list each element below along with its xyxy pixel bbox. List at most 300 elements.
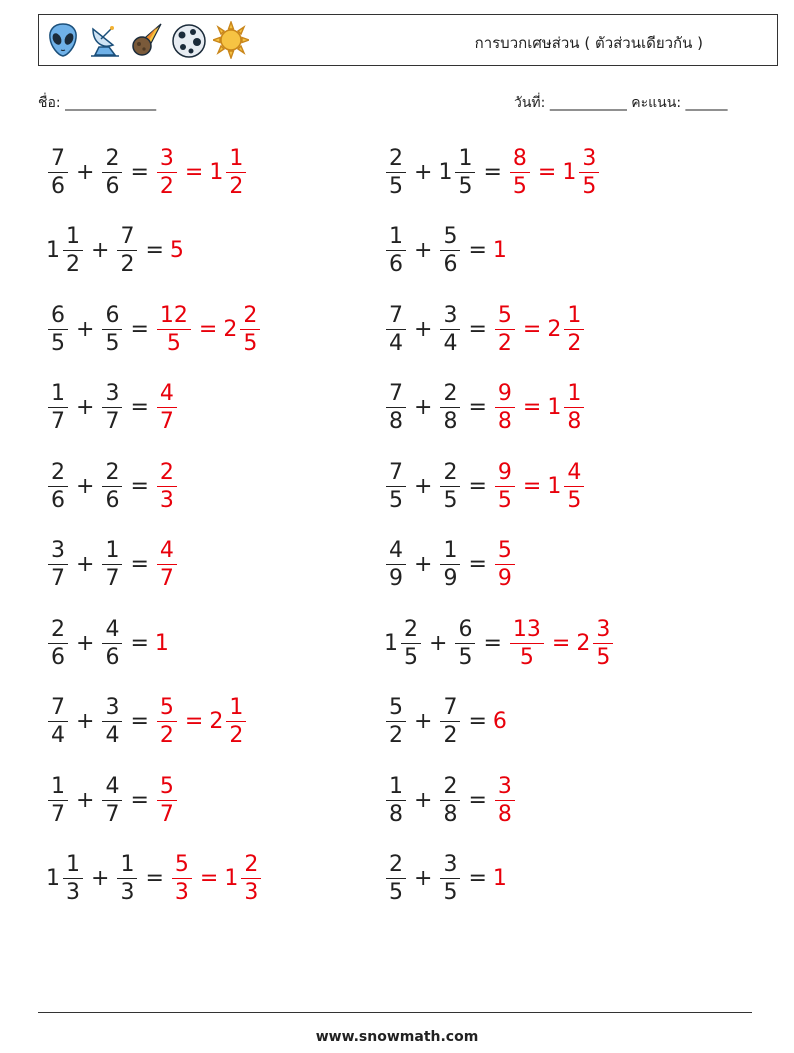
moon-icon	[171, 21, 207, 59]
equals-sign: =	[130, 787, 149, 813]
numerator: 3	[105, 381, 120, 406]
whole-number: 1	[562, 159, 577, 185]
fraction	[495, 380, 515, 435]
answer	[155, 631, 170, 656]
fraction	[593, 616, 613, 671]
fraction	[226, 145, 246, 200]
whole-number: 2	[209, 709, 224, 734]
numerator: 4	[389, 538, 403, 563]
denominator: 2	[229, 723, 244, 748]
fraction	[440, 694, 460, 749]
denominator: 3	[120, 880, 135, 905]
problem-item	[46, 611, 170, 675]
denominator: 5	[389, 487, 403, 513]
denominator: 2	[159, 173, 174, 199]
denominator: 5	[497, 487, 512, 513]
equals-sign: =	[483, 630, 502, 656]
denominator: 3	[159, 487, 174, 513]
numerator: 2	[389, 852, 403, 877]
denominator: 5	[51, 330, 65, 356]
plus-sign: +	[414, 787, 433, 813]
problem-item	[46, 533, 179, 597]
fraction	[48, 616, 68, 671]
fraction	[510, 616, 544, 671]
denominator: 6	[51, 644, 65, 670]
numerator: 2	[105, 145, 120, 171]
numerator: 5	[389, 695, 403, 720]
fraction	[102, 145, 122, 200]
fraction	[579, 145, 599, 200]
numerator: 7	[443, 695, 458, 720]
answer	[155, 380, 179, 435]
whole-number: 1	[547, 473, 562, 499]
numerator: 1	[389, 224, 403, 249]
fraction	[48, 773, 68, 828]
plus-sign: +	[76, 159, 95, 185]
problem-item	[384, 533, 517, 597]
denominator: 7	[105, 801, 120, 827]
equals-sign: =	[468, 552, 487, 577]
fraction	[386, 380, 406, 435]
numerator: 3	[582, 145, 597, 171]
answer-equals-sign: =	[522, 395, 542, 420]
fraction	[440, 459, 460, 514]
denominator: 6	[51, 487, 65, 513]
fraction	[102, 459, 122, 514]
answer	[493, 302, 586, 357]
sun-icon	[213, 21, 249, 59]
fraction	[48, 459, 68, 514]
answer-equals-sign: =	[551, 630, 571, 656]
plus-sign: +	[414, 238, 433, 263]
numerator: 4	[159, 538, 174, 563]
whole-number: 1	[209, 159, 224, 185]
fraction	[48, 302, 68, 357]
plus-sign: +	[414, 395, 433, 420]
numerator: 5	[443, 224, 458, 249]
fraction	[102, 773, 122, 828]
footer-url: www.snowmath.com	[315, 1029, 479, 1045]
fraction	[63, 223, 83, 278]
denominator: 9	[497, 566, 512, 591]
equals-sign: =	[130, 473, 149, 499]
fraction	[386, 145, 406, 200]
answer	[493, 866, 508, 891]
answer	[493, 380, 586, 435]
plus-sign: +	[76, 395, 95, 420]
equals-sign: =	[130, 552, 149, 577]
answer	[508, 616, 615, 671]
fraction	[102, 537, 122, 592]
fraction	[401, 616, 421, 671]
fraction	[495, 459, 515, 514]
denominator: 2	[567, 330, 582, 356]
equals-sign: =	[468, 238, 487, 263]
numerator: 3	[596, 616, 611, 642]
denominator: 4	[51, 723, 65, 748]
fraction	[440, 223, 460, 278]
equals-sign: =	[468, 473, 487, 499]
problem-item	[384, 376, 586, 440]
fraction	[226, 694, 246, 749]
fraction	[240, 302, 260, 357]
problem-item	[384, 690, 508, 754]
numerator: 13	[512, 616, 541, 642]
problem-item	[384, 768, 517, 832]
equals-sign: =	[468, 866, 487, 891]
fraction	[495, 773, 515, 828]
denominator: 5	[443, 487, 458, 513]
plus-sign: +	[414, 552, 433, 577]
fraction	[241, 851, 261, 906]
fraction	[386, 302, 406, 357]
fraction	[157, 302, 191, 357]
denominator: 8	[389, 801, 403, 827]
denominator: 7	[105, 409, 120, 434]
denominator: 5	[512, 173, 527, 199]
fraction	[102, 694, 122, 749]
equals-sign: =	[130, 316, 149, 342]
denominator: 5	[243, 330, 258, 356]
numerator: 3	[497, 773, 512, 799]
fraction	[564, 380, 584, 435]
answer	[493, 238, 508, 263]
numerator: 1	[229, 695, 244, 720]
problem-item	[384, 140, 601, 204]
fraction	[440, 302, 460, 357]
plus-sign: +	[429, 630, 448, 656]
denominator: 2	[120, 252, 135, 277]
denominator: 3	[174, 880, 189, 905]
denominator: 7	[51, 409, 65, 434]
page-title: การบวกเศษส่วน ( ตัวส่วนเดียวกัน )	[474, 34, 703, 52]
fraction	[386, 851, 406, 906]
fraction	[48, 694, 68, 749]
denominator: 6	[105, 644, 120, 670]
numerator: 7	[51, 145, 65, 171]
denominator: 8	[567, 409, 582, 434]
denominator: 6	[389, 252, 403, 277]
fraction	[386, 537, 406, 592]
denominator: 6	[51, 173, 65, 199]
fraction	[157, 459, 177, 514]
answer-equals-sign: =	[537, 159, 557, 185]
answer	[155, 302, 262, 357]
denominator: 2	[497, 330, 512, 356]
fraction	[564, 459, 584, 514]
whole-number: 1	[384, 630, 398, 656]
plus-sign: +	[76, 473, 95, 499]
numerator: 2	[159, 459, 174, 485]
numerator: 1	[66, 852, 80, 877]
whole-number: 2	[547, 316, 562, 342]
denominator: 5	[166, 330, 181, 356]
numerator: 1	[443, 538, 458, 563]
answer	[155, 459, 179, 514]
problem-item	[384, 847, 508, 911]
problem-item	[384, 454, 586, 518]
numerator: 1	[229, 145, 244, 171]
problem-item	[46, 297, 262, 361]
denominator: 6	[443, 252, 458, 277]
denominator: 7	[159, 566, 174, 591]
answer-equals-sign: =	[199, 866, 219, 891]
fraction	[386, 459, 406, 514]
plus-sign: +	[76, 709, 95, 734]
denominator: 8	[497, 409, 512, 434]
numerator: 3	[159, 145, 174, 171]
numerator: 2	[443, 381, 458, 406]
whole-number: 6	[492, 709, 507, 734]
denominator: 5	[582, 173, 597, 199]
denominator: 8	[443, 801, 458, 827]
equals-sign: =	[468, 395, 487, 420]
denominator: 5	[458, 173, 473, 199]
denominator: 8	[443, 409, 458, 434]
numerator: 3	[443, 852, 458, 877]
denominator: 5	[596, 644, 611, 670]
numerator: 5	[159, 773, 174, 799]
plus-sign: +	[91, 238, 110, 263]
problem-item	[46, 454, 179, 518]
numerator: 1	[458, 145, 473, 171]
problem-item	[384, 297, 586, 361]
fraction	[510, 145, 530, 200]
numerator: 3	[51, 538, 65, 563]
numerator: 1	[105, 538, 120, 563]
numerator: 12	[159, 302, 188, 328]
fraction	[157, 694, 177, 749]
name-field: ชื่อ: _____________	[38, 95, 157, 111]
denominator: 5	[458, 644, 473, 670]
denominator: 6	[105, 173, 120, 199]
answer	[170, 851, 263, 906]
denominator: 8	[497, 801, 512, 827]
whole-number: 1	[154, 630, 169, 656]
fraction	[440, 851, 460, 906]
numerator: 1	[567, 381, 582, 406]
denominator: 7	[51, 566, 65, 591]
fraction	[495, 302, 515, 357]
equals-sign: =	[130, 630, 149, 656]
whole-number: 1	[438, 159, 453, 185]
denominator: 4	[105, 723, 120, 748]
equals-sign: =	[130, 395, 149, 420]
fraction	[386, 694, 406, 749]
denominator: 5	[105, 330, 120, 356]
problem-item	[46, 376, 179, 440]
numerator: 7	[120, 224, 135, 249]
numerator: 7	[389, 302, 403, 328]
fraction	[440, 380, 460, 435]
answer	[493, 709, 508, 734]
numerator: 4	[159, 381, 174, 406]
numerator: 2	[244, 852, 259, 877]
fraction	[102, 380, 122, 435]
answer	[155, 537, 179, 592]
denominator: 2	[229, 173, 244, 199]
numerator: 7	[389, 459, 403, 485]
header-icons	[45, 21, 249, 61]
whole-number: 1	[46, 866, 60, 891]
denominator: 5	[519, 644, 534, 670]
answer-equals-sign: =	[522, 316, 542, 342]
numerator: 4	[567, 459, 582, 485]
comet-icon	[129, 21, 165, 59]
numerator: 3	[105, 695, 120, 720]
numerator: 9	[497, 381, 512, 406]
answer	[508, 145, 601, 200]
numerator: 5	[497, 302, 512, 328]
fraction	[157, 773, 177, 828]
denominator: 2	[159, 723, 174, 748]
denominator: 2	[389, 723, 403, 748]
numerator: 2	[404, 616, 418, 642]
denominator: 7	[105, 566, 120, 591]
numerator: 2	[51, 616, 65, 642]
numerator: 5	[497, 538, 512, 563]
numerator: 1	[51, 381, 65, 406]
denominator: 2	[443, 723, 458, 748]
whole-number: 1	[46, 238, 60, 263]
numerator: 2	[443, 773, 458, 799]
numerator: 6	[51, 302, 65, 328]
numerator: 6	[105, 302, 120, 328]
fraction	[564, 302, 584, 357]
answer	[493, 773, 517, 828]
numerator: 1	[120, 852, 135, 877]
numerator: 2	[389, 145, 403, 171]
problem-item	[46, 140, 248, 204]
problem-item	[46, 768, 179, 832]
numerator: 4	[105, 616, 120, 642]
whole-number: 5	[169, 238, 184, 263]
fraction	[157, 145, 177, 200]
plus-sign: +	[414, 709, 433, 734]
fraction	[117, 851, 137, 906]
numerator: 8	[512, 145, 527, 171]
denominator: 4	[443, 330, 458, 356]
problem-item	[384, 219, 508, 283]
equals-sign: =	[483, 159, 502, 185]
answer-equals-sign: =	[184, 709, 204, 734]
numerator: 2	[443, 459, 458, 485]
whole-number: 1	[492, 866, 507, 891]
numerator: 2	[105, 459, 120, 485]
fraction	[495, 537, 515, 592]
numerator: 2	[51, 459, 65, 485]
answer	[493, 459, 586, 514]
denominator: 9	[443, 566, 458, 591]
numerator: 2	[243, 302, 258, 328]
numerator: 6	[458, 616, 473, 642]
fraction	[172, 851, 192, 906]
answer	[155, 773, 179, 828]
denominator: 7	[159, 801, 174, 827]
plus-sign: +	[414, 866, 433, 891]
footer-divider	[38, 1012, 752, 1013]
denominator: 8	[389, 409, 403, 434]
denominator: 5	[404, 644, 418, 670]
fraction	[440, 537, 460, 592]
equals-sign: =	[145, 866, 164, 891]
numerator: 4	[105, 773, 120, 799]
equals-sign: =	[468, 316, 487, 342]
numerator: 1	[389, 773, 403, 799]
denominator: 5	[389, 173, 403, 199]
equals-sign: =	[145, 238, 164, 263]
fraction	[455, 145, 475, 200]
numerator: 1	[66, 224, 80, 249]
denominator: 7	[159, 409, 174, 434]
fraction	[117, 223, 137, 278]
numerator: 9	[497, 459, 512, 485]
denominator: 2	[66, 252, 80, 277]
answer	[155, 694, 248, 749]
equals-sign: =	[130, 159, 149, 185]
whole-number: 1	[547, 395, 562, 420]
whole-number: 1	[224, 866, 239, 891]
denominator: 7	[51, 801, 65, 827]
numerator: 1	[51, 773, 65, 799]
denominator: 6	[105, 487, 120, 513]
fraction	[157, 537, 177, 592]
problem-item	[46, 690, 248, 754]
denominator: 9	[389, 566, 403, 591]
denominator: 5	[389, 880, 403, 905]
problem-item	[384, 611, 615, 675]
denominator: 3	[244, 880, 259, 905]
fraction	[102, 616, 122, 671]
answer-equals-sign: =	[184, 159, 204, 185]
fraction	[48, 145, 68, 200]
plus-sign: +	[76, 552, 95, 577]
denominator: 4	[389, 330, 403, 356]
equals-sign: =	[468, 787, 487, 813]
plus-sign: +	[414, 159, 433, 185]
numerator: 5	[174, 852, 189, 877]
problem-item	[46, 219, 185, 283]
alien-icon	[45, 21, 81, 59]
worksheet-header	[38, 14, 778, 66]
answer-equals-sign: =	[198, 316, 218, 342]
numerator: 7	[389, 381, 403, 406]
plus-sign: +	[414, 316, 433, 342]
whole-number: 2	[576, 630, 591, 656]
equals-sign: =	[130, 709, 149, 734]
denominator: 5	[567, 487, 582, 513]
problem-item	[46, 847, 263, 911]
answer	[155, 145, 248, 200]
denominator: 3	[66, 880, 80, 905]
equals-sign: =	[468, 709, 487, 734]
fraction	[386, 223, 406, 278]
fraction	[386, 773, 406, 828]
whole-number: 2	[223, 316, 238, 342]
whole-number: 1	[492, 238, 507, 263]
answer	[170, 238, 185, 263]
plus-sign: +	[414, 473, 433, 499]
numerator: 5	[159, 695, 174, 720]
fraction	[48, 537, 68, 592]
plus-sign: +	[76, 630, 95, 656]
plus-sign: +	[76, 316, 95, 342]
plus-sign: +	[91, 866, 110, 891]
fraction	[102, 302, 122, 357]
numerator: 1	[567, 302, 582, 328]
answer	[493, 537, 517, 592]
numerator: 3	[443, 302, 458, 328]
